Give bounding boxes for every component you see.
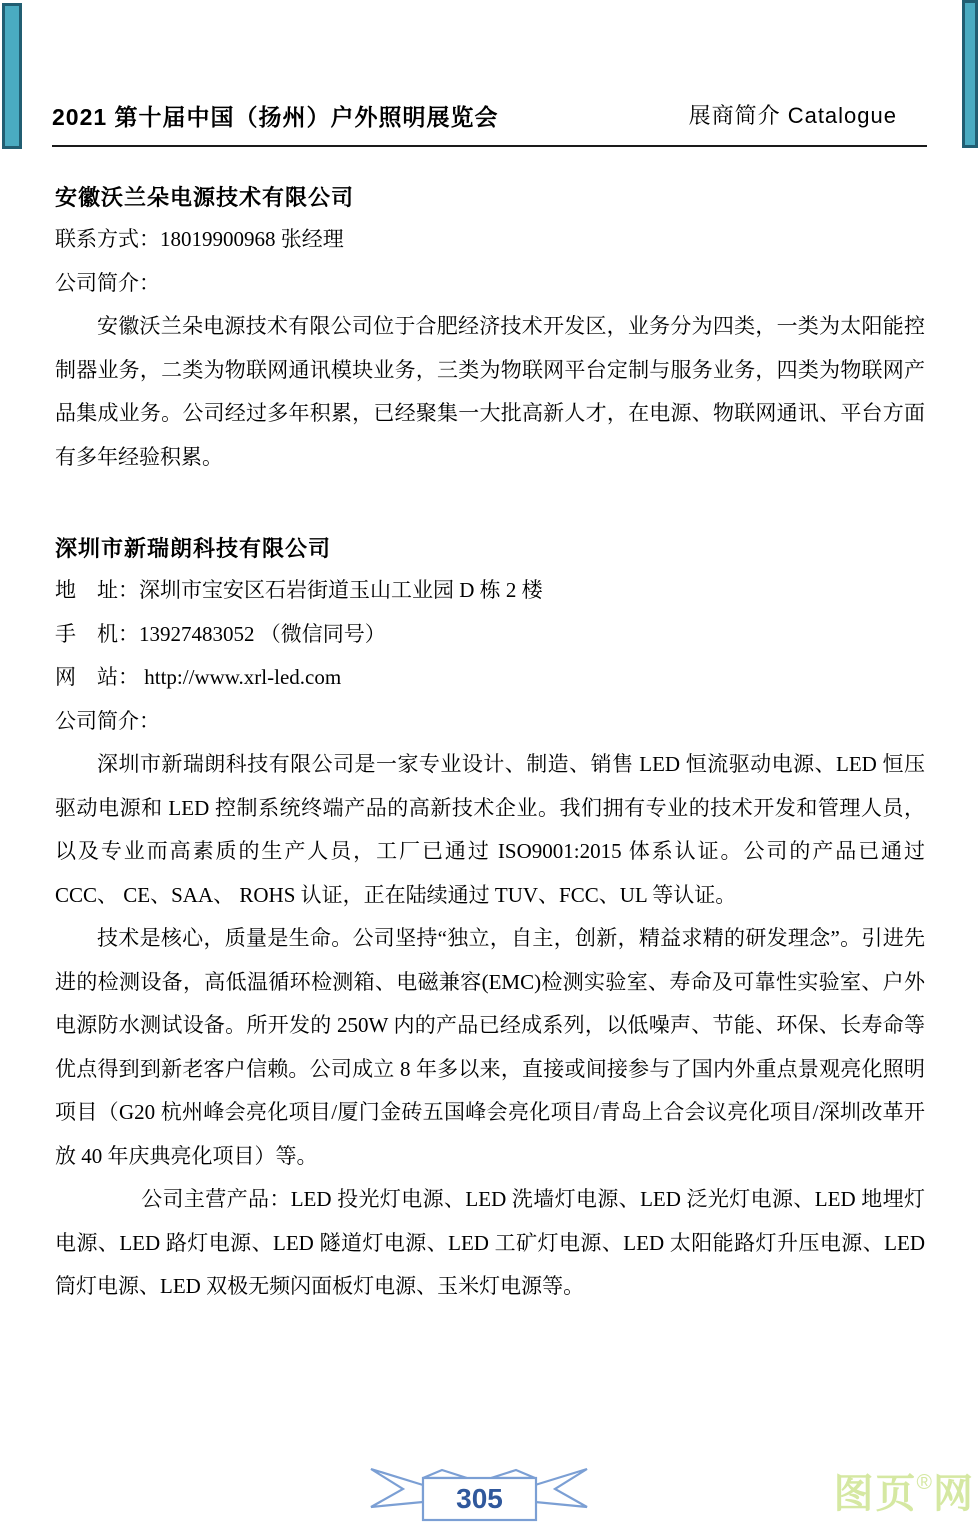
contact-row-phone (55, 218, 925, 262)
company-name: 深圳市新瑞朗科技有限公司 (55, 536, 332, 561)
page-number-ribbon (370, 1455, 588, 1522)
page-number: 305 (456, 1483, 503, 1514)
contact-label: 联系方式： (55, 227, 160, 251)
website-url: http://www.xrl-led.com (139, 665, 342, 689)
company-intro-label: 公司简介： (55, 270, 160, 295)
contact-value: 13927483052 （微信同号） (139, 621, 386, 646)
company-section-shenzhen (55, 534, 925, 1309)
company-intro-label: 公司简介： (55, 708, 160, 733)
page-content (55, 170, 925, 1309)
contact-label: 网 站： (55, 665, 139, 689)
decor-bar-left-icon (2, 3, 22, 149)
watermark-text-left: 图页 (833, 1472, 918, 1516)
decor-bar-right-icon (962, 0, 978, 148)
contact-value: 18019900968 张经理 (160, 227, 344, 251)
company-paragraph: 安徽沃兰朵电源技术有限公司位于合肥经济技术开发区，业务分为四类，一类为太阳能控制器业务，二类为物联网通讯模块业务，三类为物联网平台定制与服务业务，四类为物联网产品集成业务。公司经过多年积累，已经聚集一大批高新人才，在电源、物联网通讯、平台方面有多年经验积累。 (55, 314, 925, 469)
contact-value: 深圳市宝安区石岩街道玉山工业园 D 栋 2 楼 (139, 578, 543, 602)
exhibition-title: 2021 第十届中国（扬州）户外照明展览会 (52, 104, 499, 130)
contact-row-mobile (55, 613, 925, 657)
contact-label: 手 机： (55, 621, 139, 646)
catalogue-label: 展商简介 Catalogue (688, 103, 897, 128)
contact-label: 地 址： (55, 578, 139, 602)
company-paragraph: 深圳市新瑞朗科技有限公司是一家专业设计、制造、销售 LED 恒流驱动电源、LED 恒压驱动电源和 LED 控制系统终端产品的高新技术企业。我们拥有专业的技术开发和管理人员，以及专业而高素质的生产人员，工厂已通过 ISO9001:2015 体系认证。公司的产品已通过 CCC、 CE、SAA、 ROHS 认证，正在陆续通过 TUV、FCC、UL 等认证。 (55, 752, 925, 907)
watermark-logo (834, 1462, 975, 1519)
company-name: 安徽沃兰朵电源技术有限公司 (55, 185, 355, 210)
company-paragraph: 公司主营产品：LED 投光灯电源、LED 洗墙灯电源、LED 泛光灯电源、LED 地埋灯电源、LED 路灯电源、LED 隧道灯电源、LED 工矿灯电源、LED 太阳能路灯升压电源、LED 筒灯电源、LED 双极无频闪面板灯电源、玉米灯电源等。 (55, 1187, 925, 1298)
contact-row-address (55, 569, 925, 613)
company-paragraph: 技术是核心，质量是生命。公司坚持“独立，自主，创新，精益求精的研发理念”。引进先进的检测设备，高低温循环检测箱、电磁兼容(EMC)检测实验室、寿命及可靠性实验室、户外电源防水测试设备。所开发的 250W 内的产品已经成系列，以低噪声、节能、环保、长寿命等优点得到到新老客户信赖。公司成立 8 年多以来，直接或间接参与了国内外重点景观亮化照明项目（G20 杭州峰会亮化项目/厦门金砖五国峰会亮化项目/青岛上合会议亮化项目/深圳改革开放 40 年庆典亮化项目）等。 (55, 926, 925, 1168)
contact-row-website (55, 656, 925, 700)
registered-mark-icon: ® (916, 1471, 934, 1494)
watermark-text-right: 网 (933, 1472, 975, 1516)
page-header (52, 95, 927, 147)
company-section-anhui (55, 183, 925, 479)
